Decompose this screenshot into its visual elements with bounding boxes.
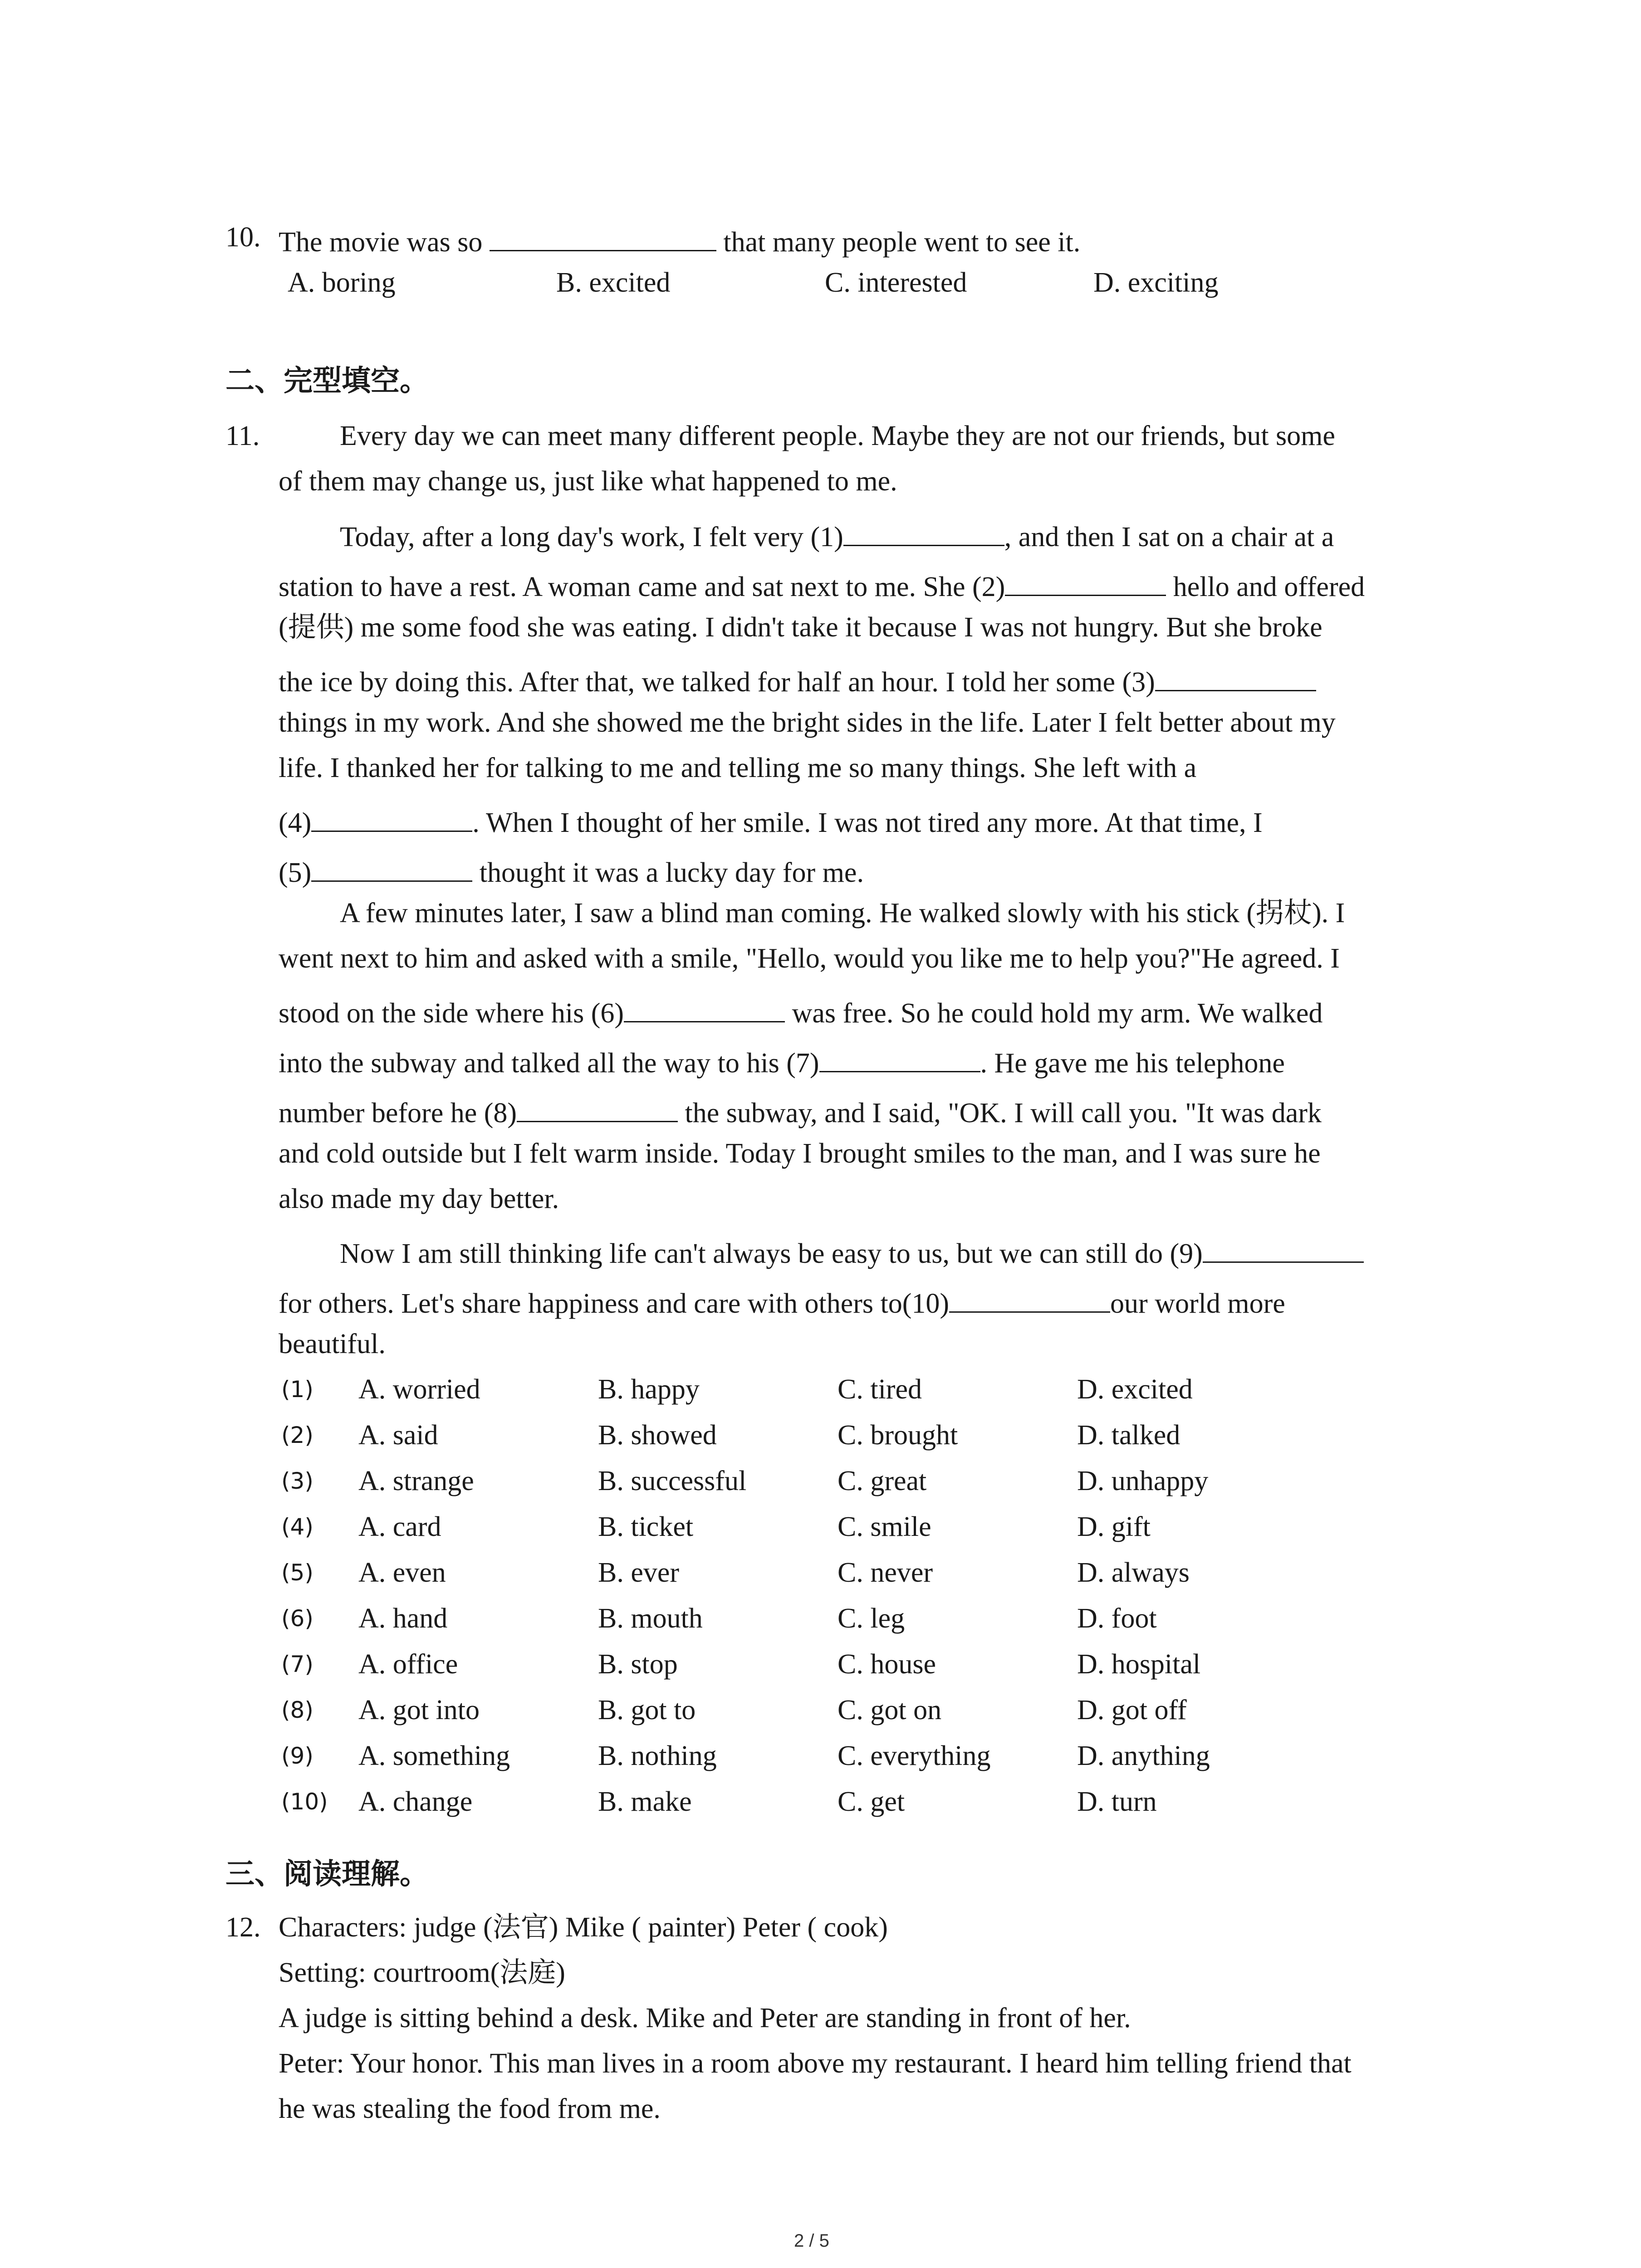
option-c[interactable]: C. never [838, 1557, 933, 1588]
text: . When I thought of her smile. I was not tired any more. At that time, I [472, 807, 1263, 838]
option-b[interactable]: B. successful [598, 1466, 747, 1496]
option-a[interactable]: A. card [358, 1511, 441, 1542]
choice-number: (5) [281, 1559, 314, 1586]
answer-blank-6[interactable] [624, 994, 785, 1022]
option-a[interactable]: A. hand [358, 1603, 448, 1634]
passage-line [279, 854, 864, 887]
option-d[interactable]: D. talked [1077, 1420, 1181, 1451]
choice-number: (4) [281, 1514, 314, 1540]
option-a[interactable]: A. worried [358, 1374, 480, 1405]
text: the ice by doing this. After that, we talked for half an hour. I told her some (3) [279, 666, 1155, 698]
option-d[interactable]: D. unhappy [1077, 1466, 1209, 1496]
passage-line [340, 518, 1334, 551]
option-d[interactable]: D. foot [1077, 1603, 1157, 1634]
option-c[interactable]: C. leg [838, 1603, 905, 1634]
answer-blank-5[interactable] [311, 854, 472, 882]
option-a[interactable]: A. office [358, 1649, 458, 1680]
passage-line: Peter: Your honor. This man lives in a room above my restaurant. I heard him telling friend that [279, 2048, 1352, 2079]
option-a[interactable]: A. change [358, 1786, 473, 1817]
answer-blank[interactable] [490, 223, 716, 251]
section-heading: 二、完型填空。 [225, 364, 429, 398]
passage-line: Setting: courtroom(法庭) [279, 1957, 565, 1988]
option-b[interactable]: B. showed [598, 1420, 717, 1451]
text: the subway, and I said, "OK. I will call you. "It was dark [678, 1097, 1322, 1129]
text: into the subway and talked all the way to his (7) [279, 1047, 819, 1079]
option-d[interactable]: D. turn [1077, 1786, 1157, 1817]
option-b[interactable]: B. happy [598, 1374, 700, 1405]
option-b[interactable]: B. got to [598, 1695, 696, 1725]
passage-line [279, 663, 1316, 696]
question-number: 10. [225, 222, 261, 253]
option-c[interactable]: C. house [838, 1649, 936, 1680]
option-c[interactable]: C. brought [838, 1420, 958, 1451]
answer-blank-2[interactable] [1005, 568, 1166, 596]
option-b[interactable]: B. stop [598, 1649, 678, 1680]
passage-line: and cold outside but I felt warm inside. Today I brought smiles to the man, and I was sure he [279, 1138, 1321, 1169]
page-number: 2 / 5 [794, 2231, 829, 2251]
option-d[interactable]: D. got off [1077, 1695, 1187, 1725]
passage-line: A judge is sitting behind a desk. Mike and Peter are standing in front of her. [279, 2003, 1131, 2033]
answer-blank-3[interactable] [1155, 663, 1316, 691]
text: (4) [279, 807, 312, 838]
passage-line: life. I thanked her for talking to me and telling me so many things. She left with a [279, 753, 1197, 783]
text: our world more [1110, 1288, 1285, 1319]
passage-line: he was stealing the food from me. [279, 2093, 661, 2124]
answer-blank-10[interactable] [949, 1285, 1110, 1313]
option-b[interactable]: B. ever [598, 1557, 680, 1588]
option-b[interactable]: B. mouth [598, 1603, 703, 1634]
passage-line [279, 994, 1323, 1027]
text: stood on the side where his (6) [279, 997, 624, 1029]
text: . He gave me his telephone [980, 1047, 1285, 1079]
question-number: 12. [225, 1912, 261, 1943]
passage-line [279, 1044, 1285, 1077]
option-c[interactable]: C. get [838, 1786, 905, 1817]
option-b[interactable]: B. nothing [598, 1740, 717, 1771]
question-number: 11. [225, 420, 260, 451]
option-a[interactable]: A. even [358, 1557, 446, 1588]
passage-line [340, 1235, 1364, 1268]
text: for others. Let's share happiness and care with others to(10) [279, 1288, 950, 1319]
option-a[interactable]: A. said [358, 1420, 438, 1451]
section-heading: 三、阅读理解。 [225, 1857, 429, 1891]
text: number before he (8) [279, 1097, 517, 1129]
text: thought it was a lucky day for me. [472, 857, 864, 888]
passage-line: also made my day better. [279, 1183, 559, 1214]
answer-blank-1[interactable] [843, 518, 1004, 546]
answer-blank-7[interactable] [819, 1044, 980, 1072]
choice-number: (7) [281, 1651, 314, 1677]
option-a[interactable]: A. something [358, 1740, 510, 1771]
option-a[interactable]: A. boring [288, 267, 396, 298]
passage-line: of them may change us, just like what happened to me. [279, 466, 897, 497]
passage-line [279, 1094, 1322, 1127]
text: (5) [279, 857, 312, 888]
option-d[interactable]: D. hospital [1077, 1649, 1201, 1680]
choice-number: (8) [281, 1697, 314, 1723]
text: Today, after a long day's work, I felt very (1) [340, 521, 843, 552]
passage-line: went next to him and asked with a smile, "Hello, would you like me to help you?"He agreed. I [279, 943, 1340, 974]
stem-before: The movie was so [279, 226, 483, 258]
text: was free. So he could hold my arm. We walked [785, 997, 1323, 1029]
passage-line: Every day we can meet many different people. Maybe they are not our friends, but some [340, 420, 1335, 451]
answer-blank-8[interactable] [517, 1094, 678, 1122]
answer-blank-9[interactable] [1203, 1235, 1364, 1263]
choice-number: (10) [281, 1789, 328, 1815]
choice-number: (1) [281, 1376, 314, 1403]
choice-number: (9) [281, 1743, 314, 1769]
option-c[interactable]: C. everything [838, 1740, 991, 1771]
passage-line [279, 568, 1365, 601]
stem-after: that many people went to see it. [723, 226, 1081, 258]
text: Now I am still thinking life can't always be easy to us, but we can still do (9) [340, 1238, 1203, 1269]
passage-line: Characters: judge (法官) Mike ( painter) Peter ( cook) [279, 1912, 888, 1943]
passage-line [279, 804, 1263, 837]
option-d[interactable]: D. gift [1077, 1511, 1151, 1542]
question-stem [279, 223, 1080, 256]
choice-number: (6) [281, 1605, 314, 1632]
option-d[interactable]: D. excited [1077, 1374, 1193, 1405]
option-b[interactable]: B. make [598, 1786, 692, 1817]
option-a[interactable]: A. strange [358, 1466, 474, 1496]
option-c[interactable]: C. great [838, 1466, 927, 1496]
option-c[interactable]: C. got on [838, 1695, 942, 1725]
choice-number: (3) [281, 1468, 314, 1494]
choice-number: (2) [281, 1422, 314, 1448]
text: station to have a rest. A woman came and sat next to me. She (2) [279, 571, 1005, 602]
passage-line: A few minutes later, I saw a blind man coming. He walked slowly with his stick (拐杖). I [340, 898, 1345, 929]
option-d[interactable]: D. anything [1077, 1740, 1210, 1771]
text: hello and offered [1166, 571, 1365, 602]
option-b[interactable]: B. excited [556, 267, 671, 298]
option-a[interactable]: A. got into [358, 1695, 480, 1725]
option-c[interactable]: C. interested [825, 267, 967, 298]
text: , and then I sat on a chair at a [1004, 521, 1334, 552]
passage-line: (提供) me some food she was eating. I didn't take it because I was not hungry. But she broke [279, 612, 1323, 643]
passage-line: things in my work. And she showed me the bright sides in the life. Later I felt better about my [279, 707, 1336, 738]
option-c[interactable]: C. tired [838, 1374, 922, 1405]
option-d[interactable]: D. always [1077, 1557, 1190, 1588]
option-b[interactable]: B. ticket [598, 1511, 694, 1542]
option-d[interactable]: D. exciting [1093, 267, 1219, 298]
option-c[interactable]: C. smile [838, 1511, 931, 1542]
passage-line: beautiful. [279, 1329, 386, 1359]
passage-line [279, 1285, 1285, 1318]
answer-blank-4[interactable] [311, 804, 472, 832]
